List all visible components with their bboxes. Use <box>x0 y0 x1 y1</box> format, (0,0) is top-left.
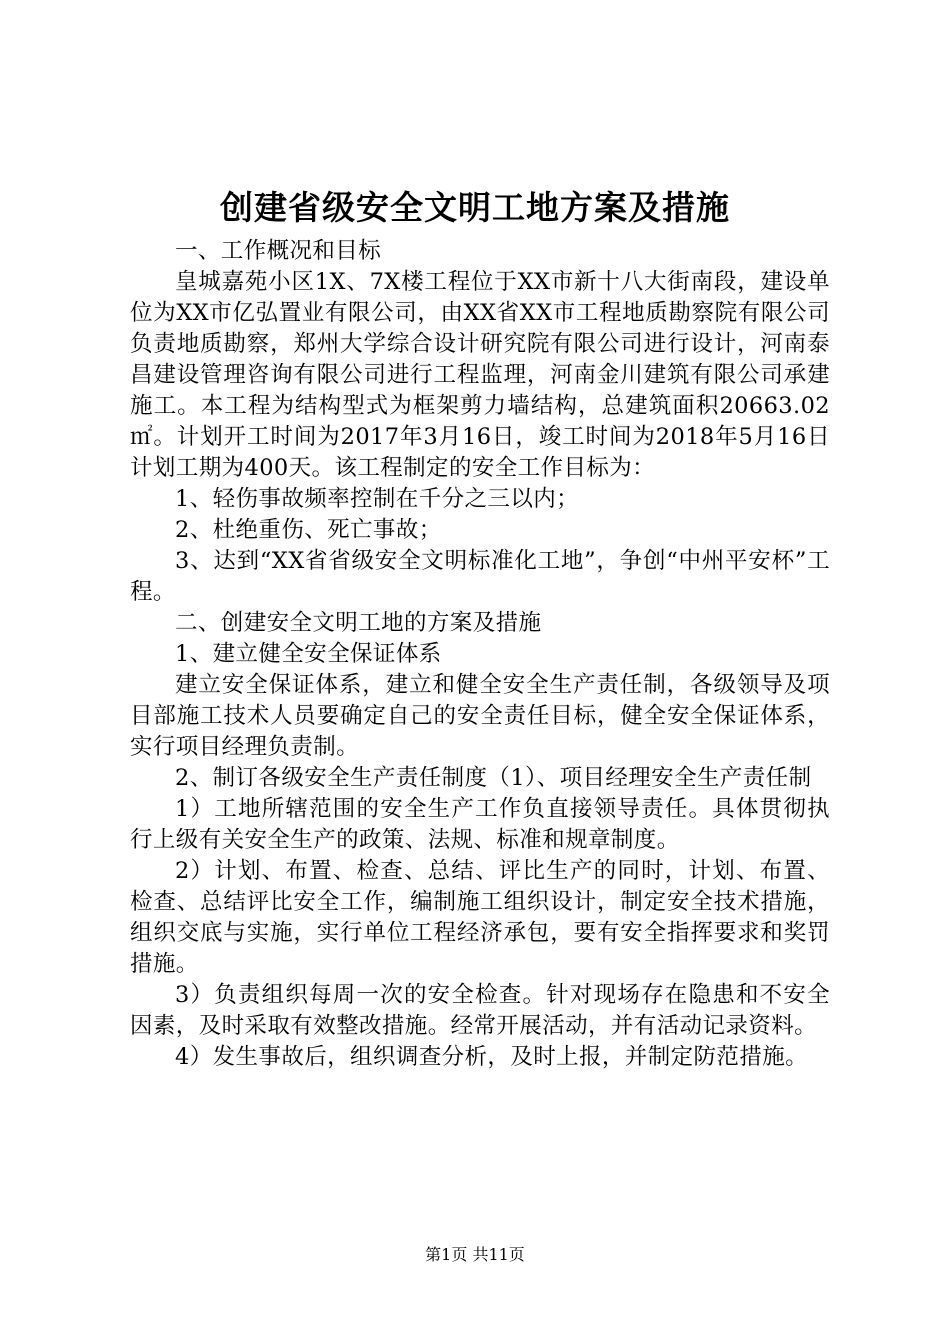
goal-item-1: 1、轻伤事故频率控制在千分之三以内； <box>175 486 580 512</box>
subheading-responsibility: 2、制订各级安全生产责任制度（1）、项目经理安全生产责任制 <box>175 765 812 791</box>
responsibility-item-3: 3）负责组织每周一次的安全检查。针对现场存在隐患和不安全因素，及时采取有效整改措施。经常开展活动，并有活动记录资料。 <box>130 982 830 1039</box>
subheading-safety-system: 1、建立健全安全保证体系 <box>175 641 442 667</box>
responsibility-item-4: 4）发生事故后，组织调查分析，及时上报，并制定防范措施。 <box>175 1044 809 1070</box>
page-number-footer: 第1页 共11页 <box>425 1245 525 1264</box>
responsibility-item-2: 2）计划、布置、检查、总结、评比生产的同时，计划、布置、检查、总结评比安全工作，编制施工组织设计，制定安全技术措施，组织交底与实施，实行单位工程经济承包，要有安全指挥要求和奖罚措施。 <box>130 858 830 977</box>
document-title: 创建省级安全文明工地方案及措施 <box>220 188 730 227</box>
paragraph-project-overview: 皇城嘉苑小区1X、7X楼工程位于XX市新十八大街南段，建设单位为XX市亿弘置业有限公司，由XX省XX市工程地质勘察院有限公司负责地质勘察，郑州大学综合设计研究院有限公司进行设计，河南泰昌建设管理咨询有限公司进行工程监理，河南金川建筑有限公司承建施工。本工程为结构型式为框架剪力墙结构，总建筑面积20663.02㎡。计划开工时间为2017年3月16日，竣工时间为2018年5月16日计划工期为400天。该工程制定的安全工作目标为： <box>130 269 830 481</box>
paragraph-safety-system: 建立安全保证体系，建立和健全安全生产责任制，各级领导及项目部施工技术人员要确定自己的安全责任目标，健全安全保证体系，实行项目经理负责制。 <box>130 672 830 760</box>
section-heading-measures: 二、创建安全文明工地的方案及措施 <box>175 610 542 636</box>
goal-item-2: 2、杜绝重伤、死亡事故； <box>175 517 442 543</box>
goal-item-3: 3、达到“XX省省级安全文明标准化工地”，争创“中州平安杯”工程。 <box>130 548 830 605</box>
document-body <box>130 236 830 1073</box>
responsibility-item-1: 1）工地所辖范围的安全生产工作负直接领导责任。具体贯彻执行上级有关安全生产的政策、法规、标准和规章制度。 <box>130 796 830 853</box>
section-heading-overview: 一、工作概况和目标 <box>175 238 382 264</box>
